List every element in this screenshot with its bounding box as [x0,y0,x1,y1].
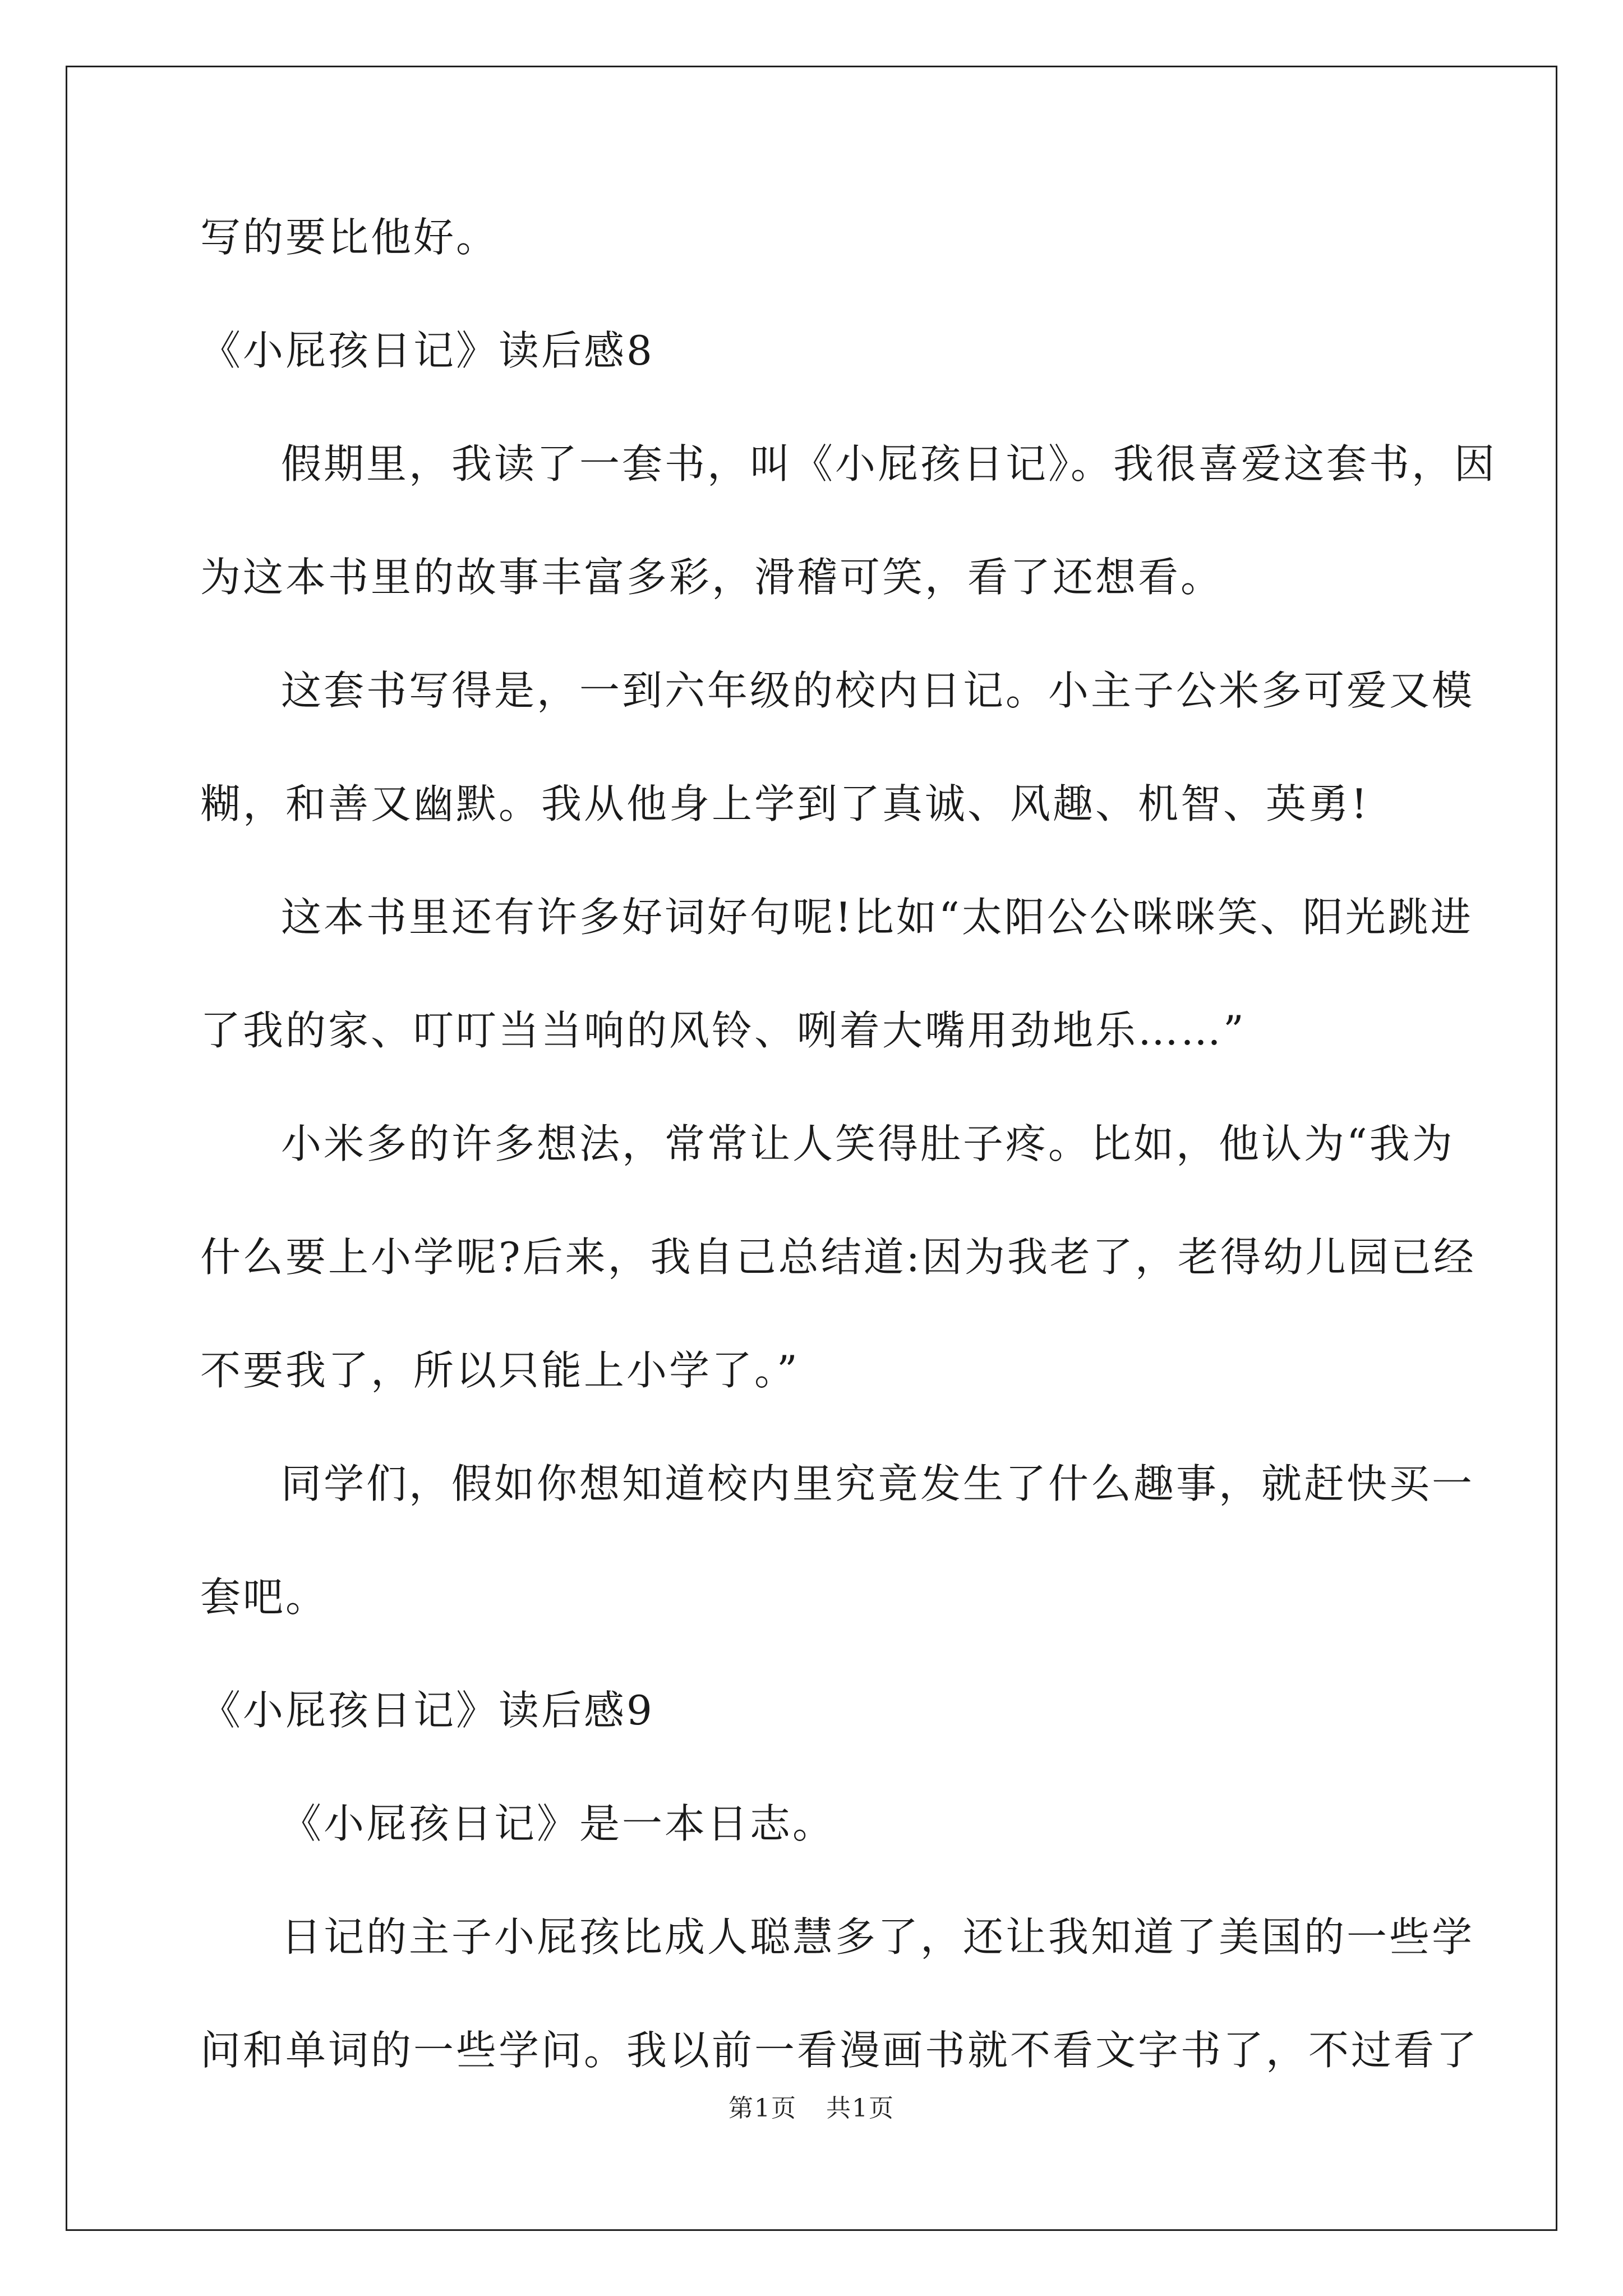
paragraph-line: 这本书里还有许多好词好句呢!比如“太阳公公咪咪笑、阳光跳进 [281,894,1473,941]
text-line: 套吧。 [200,1573,329,1621]
text-line: 问和单词的一些学问。我以前一看漫画书就不看文字书了，不过看了 [200,2027,1479,2074]
paragraph-line: 这套书写得是，一到六年级的校内日记。小主子公米多可爱又模 [281,667,1475,714]
text-line: 写的要比他好。 [200,214,499,261]
page-total: 共1页 [826,2094,895,2123]
section-heading: 《小屁孩日记》读后感8 [200,327,654,374]
paragraph-line: 日记的主子小屁孩比成人聪慧多了，还让我知道了美国的一些学 [281,1913,1475,1961]
paragraph-line: 《小屁孩日记》是一本日志。 [281,1800,836,1847]
text-line: 糊，和善又幽默。我从他身上学到了真诚、风趣、机智、英勇! [200,780,1370,827]
paragraph-line: 假期里，我读了一套书，叫《小屁孩日记》。我很喜爱这套书，因 [281,440,1497,487]
paragraph-line: 同学们，假如你想知道校内里究竟发生了什么趣事，就赶快买一 [281,1460,1475,1507]
paragraph-line: 小米多的许多想法，常常让人笑得肚子疼。比如，他认为“我为 [281,1120,1455,1167]
text-line: 了我的家、叮叮当当响的风铃、咧着大嘴用劲地乐……” [200,1007,1246,1054]
text-line: 不要我了，所以只能上小学了。” [200,1347,800,1394]
section-heading: 《小屁孩日记》读后感9 [200,1687,654,1734]
text-line: 什么要上小学呢?后来，我自己总结道:因为我老了，老得幼儿园已经 [200,1234,1476,1281]
page-number: 第1页 [728,2094,797,2123]
text-line: 为这本书里的故事丰富多彩，滑稽可笑，看了还想看。 [200,554,1224,601]
page-footer [0,2088,1623,2124]
